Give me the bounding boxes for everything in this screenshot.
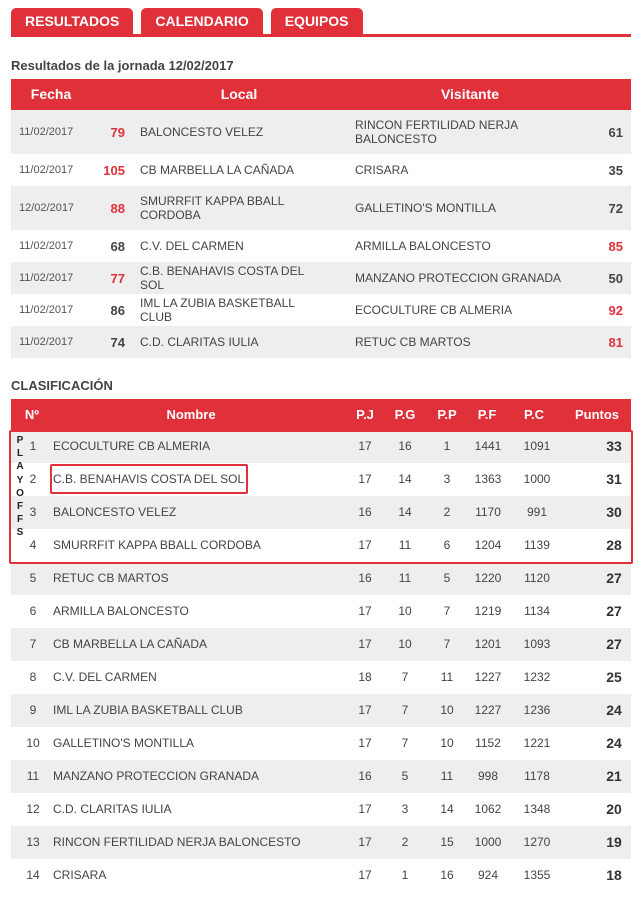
standings-pc: 1232 xyxy=(523,670,551,684)
standings-pos: 4 xyxy=(29,538,37,552)
standings-pc: 1270 xyxy=(523,835,551,849)
result-visitor-team: RETUC CB MARTOS xyxy=(355,335,471,349)
result-visitor-score: 81 xyxy=(608,334,623,350)
standings-pf: 1227 xyxy=(474,703,502,717)
standings-pf: 1062 xyxy=(474,802,502,816)
standings-points: 31 xyxy=(606,471,622,487)
standings-points: 33 xyxy=(606,438,622,454)
result-row xyxy=(11,326,631,358)
standings-team-name: SMURRFIT KAPPA BBALL CORDOBA xyxy=(53,538,261,552)
standings-pg: 7 xyxy=(401,736,409,750)
header-pj: P.J xyxy=(356,407,374,422)
standings-pg: 11 xyxy=(398,571,412,585)
result-row xyxy=(11,262,631,294)
header-pg: P.G xyxy=(394,407,416,422)
standings-pc: 991 xyxy=(526,505,548,519)
result-visitor-score: 72 xyxy=(608,200,623,216)
standings-pos: 13 xyxy=(26,835,40,849)
standings-pos: 2 xyxy=(29,472,37,486)
standings-pg: 7 xyxy=(401,703,409,717)
standings-pc: 1120 xyxy=(524,571,550,585)
standings-pf: 1219 xyxy=(474,604,502,618)
standings-pj: 17 xyxy=(358,835,372,849)
result-local-team: BALONCESTO VELEZ xyxy=(140,125,264,139)
standings-team-name: ARMILLA BALONCESTO xyxy=(53,604,189,618)
result-date: 11/02/2017 xyxy=(19,272,74,284)
result-local-score: 105 xyxy=(103,162,125,178)
standings-row xyxy=(11,496,631,529)
standings-pc: 1000 xyxy=(523,472,551,486)
standings-pc: 1348 xyxy=(523,802,551,816)
standings-row xyxy=(11,595,631,628)
standings-pp: 2 xyxy=(443,505,451,519)
standings-row xyxy=(11,826,631,859)
standings-pf: 924 xyxy=(477,868,499,882)
standings-pg: 10 xyxy=(398,637,412,651)
standings-pj: 17 xyxy=(358,604,372,618)
result-row xyxy=(11,230,631,262)
standings-points: 27 xyxy=(606,603,622,619)
standings-pc: 1178 xyxy=(524,769,550,783)
standings-pos: 8 xyxy=(29,670,37,684)
standings-points: 30 xyxy=(606,504,622,520)
standings-points: 21 xyxy=(606,768,622,784)
standings-pj: 17 xyxy=(358,472,372,486)
result-date: 11/02/2017 xyxy=(19,336,74,348)
standings-pj: 17 xyxy=(358,439,372,453)
tab-equipos[interactable]: EQUIPOS xyxy=(271,8,363,35)
standings-pc: 1355 xyxy=(523,868,551,882)
standings-row xyxy=(11,859,631,892)
standings-row xyxy=(11,529,631,562)
result-visitor-team: CRISARA xyxy=(355,163,409,177)
result-local-score: 86 xyxy=(110,302,125,318)
tab-underline xyxy=(11,34,631,37)
result-local-score: 77 xyxy=(110,270,125,286)
standings-points: 28 xyxy=(606,537,622,553)
standings-pg: 11 xyxy=(398,538,412,552)
standings-pg: 10 xyxy=(398,604,412,618)
tab-bar xyxy=(11,8,363,35)
result-local-score: 79 xyxy=(110,124,125,140)
standings-team-name: RINCON FERTILIDAD NERJA BALONCESTO xyxy=(53,835,301,849)
standings-points: 24 xyxy=(606,735,622,751)
standings-points: 20 xyxy=(606,801,622,817)
header-pf: P.F xyxy=(477,407,497,422)
result-row xyxy=(11,154,631,186)
standings-pf: 1000 xyxy=(474,835,502,849)
result-local-score: 88 xyxy=(110,200,125,216)
header-date: Fecha xyxy=(30,86,72,102)
result-visitor-score: 85 xyxy=(608,238,623,254)
standings-title: CLASIFICACIÓN xyxy=(11,378,113,393)
standings-team-name: CB MARBELLA LA CAÑADA xyxy=(53,637,208,651)
standings-row xyxy=(11,430,631,463)
standings-pc: 1139 xyxy=(524,538,550,552)
standings-pp: 7 xyxy=(443,604,451,618)
header-pc: P.C xyxy=(524,407,544,422)
standings-pos: 10 xyxy=(26,736,40,750)
standings-row xyxy=(11,727,631,760)
standings-pj: 16 xyxy=(358,571,372,585)
standings-pc: 1093 xyxy=(523,637,551,651)
standings-pj: 17 xyxy=(358,538,372,552)
header-pos: Nº xyxy=(24,407,40,422)
standings-pf: 1441 xyxy=(474,439,502,453)
standings-team-name: IML LA ZUBIA BASKETBALL CLUB xyxy=(53,703,243,717)
result-visitor-team: ECOCULTURE CB ALMERIA xyxy=(355,303,513,317)
standings-pg: 14 xyxy=(398,472,412,486)
standings-points: 27 xyxy=(606,570,622,586)
standings-row xyxy=(11,463,631,496)
standings-pc: 1134 xyxy=(524,604,550,618)
standings-pos: 1 xyxy=(29,439,37,453)
result-local-team: SMURRFIT KAPPA BBALL CORDOBA xyxy=(140,194,284,222)
standings-pj: 17 xyxy=(358,736,372,750)
standings-pg: 3 xyxy=(401,802,409,816)
standings-pf: 1152 xyxy=(475,736,501,750)
standings-pos: 6 xyxy=(29,604,37,618)
standings-pp: 11 xyxy=(440,769,454,783)
result-visitor-team: MANZANO PROTECCION GRANADA xyxy=(355,271,562,285)
result-visitor-team: ARMILLA BALONCESTO xyxy=(355,239,491,253)
standings-points: 18 xyxy=(606,867,622,883)
standings-pc: 1221 xyxy=(523,736,551,750)
standings-pp: 6 xyxy=(443,538,451,552)
header-local: Local xyxy=(220,86,258,102)
result-date: 12/02/2017 xyxy=(19,202,75,214)
standings-points: 24 xyxy=(606,702,622,718)
standings-team-name: ECOCULTURE CB ALMERIA xyxy=(53,439,211,453)
result-visitor-score: 92 xyxy=(608,302,623,318)
result-local-score: 74 xyxy=(110,334,125,350)
standings-pc: 1091 xyxy=(523,439,551,453)
standings-pj: 17 xyxy=(358,637,372,651)
result-local-team: CB MARBELLA LA CAÑADA xyxy=(140,163,295,177)
standings-pp: 16 xyxy=(440,868,454,882)
standings-row xyxy=(11,628,631,661)
standings-pf: 1227 xyxy=(474,670,502,684)
result-local-team: IML LA ZUBIA BASKETBALL CLUB xyxy=(140,296,295,324)
header-visitor: Visitante xyxy=(440,86,500,102)
standings-pj: 16 xyxy=(358,769,372,783)
standings-pp: 14 xyxy=(440,802,454,816)
result-date: 11/02/2017 xyxy=(19,304,74,316)
result-date: 11/02/2017 xyxy=(19,164,74,176)
result-visitor-team: RINCON FERTILIDAD NERJA BALONCESTO xyxy=(355,118,518,146)
result-visitor-score: 50 xyxy=(608,270,623,286)
standings-pos: 7 xyxy=(29,637,37,651)
header-name: Nombre xyxy=(166,407,216,422)
result-row xyxy=(11,110,631,154)
standings-team-name: GALLETINO'S MONTILLA xyxy=(53,736,194,750)
standings-team-name: C.V. DEL CARMEN xyxy=(53,670,157,684)
standings-pos: 9 xyxy=(29,703,37,717)
standings-pg: 16 xyxy=(398,439,412,453)
result-visitor-team: GALLETINO'S MONTILLA xyxy=(355,201,496,215)
standings-pos: 14 xyxy=(26,868,40,882)
result-date: 11/02/2017 xyxy=(19,240,74,252)
standings-pj: 17 xyxy=(358,802,372,816)
standings-team-name: MANZANO PROTECCION GRANADA xyxy=(53,769,260,783)
standings-team-name: CRISARA xyxy=(53,868,107,882)
standings-team-name: C.D. CLARITAS IULIA xyxy=(53,802,172,816)
standings-pc: 1236 xyxy=(523,703,551,717)
standings-pp: 7 xyxy=(443,637,451,651)
standings-pp: 5 xyxy=(443,571,451,585)
standings-pf: 1220 xyxy=(474,571,502,585)
standings-pf: 1363 xyxy=(474,472,502,486)
standings-pj: 18 xyxy=(358,670,372,684)
standings-row xyxy=(11,661,631,694)
tab-calendario[interactable]: CALENDARIO xyxy=(141,8,262,35)
standings-row xyxy=(11,562,631,595)
result-local-team: C.V. DEL CARMEN xyxy=(140,239,244,253)
standings-row xyxy=(11,694,631,727)
standings-pf: 1170 xyxy=(475,505,501,519)
standings-pp: 10 xyxy=(440,736,454,750)
result-date: 11/02/2017 xyxy=(19,126,74,138)
standings-team-name: BALONCESTO VELEZ xyxy=(53,505,177,519)
results-header xyxy=(11,79,631,110)
standings-header xyxy=(11,399,631,430)
standings-pos: 5 xyxy=(29,571,37,585)
standings-pp: 11 xyxy=(440,670,454,684)
standings-points: 27 xyxy=(606,636,622,652)
standings-pf: 1204 xyxy=(474,538,502,552)
result-local-score: 68 xyxy=(110,238,125,254)
tab-resultados[interactable]: RESULTADOS xyxy=(11,8,133,35)
result-row xyxy=(11,294,631,326)
result-visitor-score: 35 xyxy=(608,162,623,178)
standings-pg: 2 xyxy=(401,835,409,849)
standings-pj: 17 xyxy=(358,703,372,717)
result-local-team: C.D. CLARITAS IULIA xyxy=(140,335,259,349)
result-row xyxy=(11,186,631,230)
standings-points: 19 xyxy=(606,834,622,850)
header-pts: Puntos xyxy=(574,407,620,422)
standings-pp: 3 xyxy=(443,472,451,486)
standings-pos: 11 xyxy=(26,769,40,783)
standings-pg: 14 xyxy=(398,505,412,519)
standings-pj: 17 xyxy=(358,868,372,882)
standings-row xyxy=(11,793,631,826)
standings-pos: 3 xyxy=(29,505,37,519)
result-local-team: C.B. BENAHAVIS COSTA DEL SOL xyxy=(140,264,304,292)
standings-points: 25 xyxy=(606,669,622,685)
standings-pf: 998 xyxy=(477,769,499,783)
standings-pf: 1201 xyxy=(474,637,502,651)
results-title: Resultados de la jornada 12/02/2017 xyxy=(11,58,234,73)
standings-pos: 12 xyxy=(26,802,40,816)
header-pp: P.P xyxy=(437,407,457,422)
standings-pg: 1 xyxy=(401,868,409,882)
standings-row xyxy=(11,760,631,793)
standings-pp: 10 xyxy=(440,703,454,717)
standings-pg: 7 xyxy=(401,670,409,684)
standings-pj: 16 xyxy=(358,505,372,519)
result-visitor-score: 61 xyxy=(608,124,623,140)
standings-pg: 5 xyxy=(401,769,409,783)
standings-team-name: C.B. BENAHAVIS COSTA DEL SOL xyxy=(53,472,245,486)
standings-team-name: RETUC CB MARTOS xyxy=(53,571,169,585)
standings-pp: 1 xyxy=(443,439,451,453)
playoff-label: P L A Y O F F S xyxy=(16,435,24,539)
standings-pp: 15 xyxy=(440,835,454,849)
